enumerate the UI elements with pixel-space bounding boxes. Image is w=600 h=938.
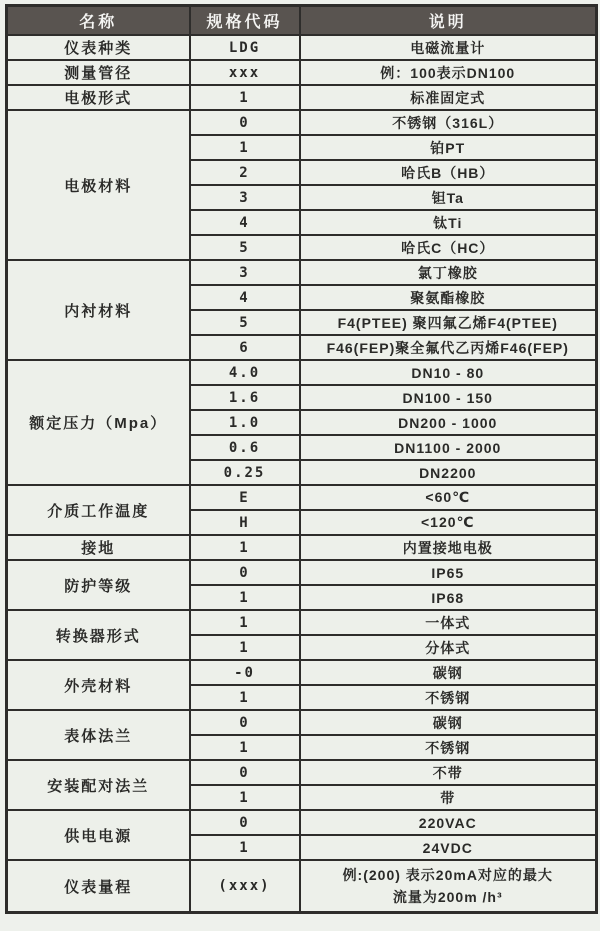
description-line-2: 流量为200m /h³ — [392, 889, 503, 905]
spec-code: E — [190, 485, 300, 510]
table-row — [7, 110, 597, 135]
group-name: 电极形式 — [7, 85, 190, 110]
description: 碳钢 — [300, 710, 597, 735]
header-name: 名称 — [7, 6, 190, 36]
description: F46(FEP)聚全氟代乙丙烯F46(FEP) — [300, 335, 597, 360]
description: 铂PT — [300, 135, 597, 160]
group-name: 表体法兰 — [7, 710, 190, 760]
spec-code: 0 — [190, 710, 300, 735]
spec-code: 1 — [190, 835, 300, 860]
spec-code: 6 — [190, 335, 300, 360]
description: 哈氏B（HB） — [300, 160, 597, 185]
spec-table — [5, 4, 598, 914]
description: DN100 - 150 — [300, 385, 597, 410]
description: 不锈钢（316L） — [300, 110, 597, 135]
group-name: 介质工作温度 — [7, 485, 190, 535]
table-row — [7, 260, 597, 285]
description: DN2200 — [300, 460, 597, 485]
spec-code: 5 — [190, 235, 300, 260]
spec-code: 0.6 — [190, 435, 300, 460]
spec-code: 3 — [190, 260, 300, 285]
spec-code: 1 — [190, 610, 300, 635]
header-description: 说明 — [300, 6, 597, 36]
description: 24VDC — [300, 835, 597, 860]
header-row — [7, 6, 597, 36]
description: 氯丁橡胶 — [300, 260, 597, 285]
spec-code: 1 — [190, 85, 300, 110]
description: F4(PTEE) 聚四氟乙烯F4(PTEE) — [300, 310, 597, 335]
description: 不锈钢 — [300, 735, 597, 760]
table-row — [7, 810, 597, 835]
description: 例：100表示DN100 — [300, 60, 597, 85]
table-row — [7, 860, 597, 913]
description: DN10 - 80 — [300, 360, 597, 385]
spec-code: 3 — [190, 185, 300, 210]
description-line-1: 例:(200) 表示20mA对应的最大 — [342, 867, 553, 883]
table-row — [7, 85, 597, 110]
group-name: 额定压力（Mpa） — [7, 360, 190, 485]
description: 一体式 — [300, 610, 597, 635]
group-name: 测量管径 — [7, 60, 190, 85]
spec-code: xxx — [190, 60, 300, 85]
spec-code: 1.0 — [190, 410, 300, 435]
spec-code: 4.0 — [190, 360, 300, 385]
spec-code: 1 — [190, 635, 300, 660]
description: 哈氏C（HC） — [300, 235, 597, 260]
spec-code: 0 — [190, 560, 300, 585]
description — [300, 860, 597, 913]
description: 内置接地电极 — [300, 535, 597, 560]
spec-code: 0 — [190, 810, 300, 835]
group-name: 外壳材料 — [7, 660, 190, 710]
header-spec-code: 规格代码 — [190, 6, 300, 36]
group-name: 转换器形式 — [7, 610, 190, 660]
spec-code: 1 — [190, 135, 300, 160]
description: 碳钢 — [300, 660, 597, 685]
group-name: 防护等级 — [7, 560, 190, 610]
spec-code: 1 — [190, 735, 300, 760]
table-row — [7, 60, 597, 85]
table-row — [7, 360, 597, 385]
spec-code: 0 — [190, 110, 300, 135]
table-row — [7, 485, 597, 510]
spec-code: LDG — [190, 35, 300, 60]
spec-code: (xxx) — [190, 860, 300, 913]
group-name: 仪表种类 — [7, 35, 190, 60]
description: DN1100 - 2000 — [300, 435, 597, 460]
description: 钽Ta — [300, 185, 597, 210]
spec-code: 2 — [190, 160, 300, 185]
description: 220VAC — [300, 810, 597, 835]
description: IP68 — [300, 585, 597, 610]
bottom-margin-strip — [0, 931, 600, 938]
description: <60℃ — [300, 485, 597, 510]
spec-code: 1 — [190, 685, 300, 710]
table-row — [7, 35, 597, 60]
description: 聚氨酯橡胶 — [300, 285, 597, 310]
group-name: 仪表量程 — [7, 860, 190, 913]
table-row — [7, 610, 597, 635]
description: 电磁流量计 — [300, 35, 597, 60]
description: <120℃ — [300, 510, 597, 535]
spec-code: 1 — [190, 585, 300, 610]
description: 带 — [300, 785, 597, 810]
description: 标准固定式 — [300, 85, 597, 110]
table-row — [7, 710, 597, 735]
spec-code: -0 — [190, 660, 300, 685]
group-name: 接地 — [7, 535, 190, 560]
description: DN200 - 1000 — [300, 410, 597, 435]
spec-code: 1 — [190, 785, 300, 810]
group-name: 内衬材料 — [7, 260, 190, 360]
spec-code: 4 — [190, 285, 300, 310]
description: IP65 — [300, 560, 597, 585]
spec-code: 1 — [190, 535, 300, 560]
spec-code: 0.25 — [190, 460, 300, 485]
table-row — [7, 660, 597, 685]
spec-code: 0 — [190, 760, 300, 785]
spec-code: 5 — [190, 310, 300, 335]
description: 钛Ti — [300, 210, 597, 235]
description: 分体式 — [300, 635, 597, 660]
group-name: 供电电源 — [7, 810, 190, 860]
table-row — [7, 535, 597, 560]
group-name: 电极材料 — [7, 110, 190, 260]
spec-code: H — [190, 510, 300, 535]
description: 不带 — [300, 760, 597, 785]
spec-code: 4 — [190, 210, 300, 235]
group-name: 安装配对法兰 — [7, 760, 190, 810]
description: 不锈钢 — [300, 685, 597, 710]
spec-code: 1.6 — [190, 385, 300, 410]
table-row — [7, 760, 597, 785]
table-row — [7, 560, 597, 585]
